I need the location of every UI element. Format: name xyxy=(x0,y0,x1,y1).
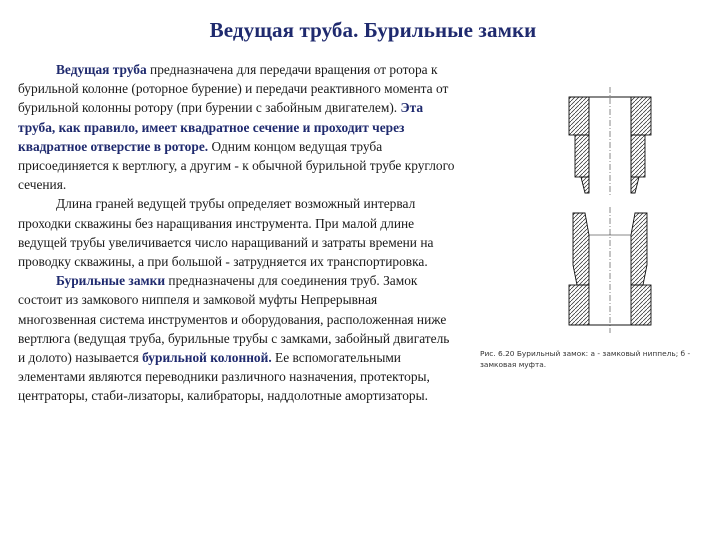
highlight-square-section: Эта труба, как правило, имеет квадратное сечение и проходит через квадратное отверстие в роторе. xyxy=(18,100,424,154)
main-text xyxy=(18,60,458,406)
nipple-drawing xyxy=(569,87,651,197)
term-kelly: Ведущая труба xyxy=(56,62,147,77)
paragraph-joints: Бурильные замки предназначены для соединения труб. Замок состоит из замкового ниппеля и замковой муфты Непрерывная многозвенная система инструментов и оборудования, расположенная ниже вертлюга (ведущая труба, бурильные трубы с замками, забойный двигатель и долото) называется бурильной колонной. Ее вспомогательными элементами являются переводники различного назначения, протекторы, центраторы, стаби-лизаторы, калибраторы, наддолотные амортизаторы. xyxy=(18,273,450,404)
term-tool-joints: Бурильные замки xyxy=(56,273,166,289)
page-title: Ведущая труба. Бурильные замки xyxy=(209,18,537,42)
highlight-drill-string: бурильной колонной. xyxy=(142,350,272,366)
paragraph-length: Длина граней ведущей трубы определяет возможный интервал проходки скважины без наращивания инструмента. При малой длине ведущей трубы увеличивается число наращиваний и затраты времени на проводку скважины, а при большой - затрудняется их транспортировка. xyxy=(18,196,434,270)
paragraph-kelly: Ведущая труба предназначена для передачи вращения от ротора к бурильной колонне (роторное бурение) и передачи реактивного момента от бурильной колонны ротору (при бурении с забойным двигателем). Эта труба, как правило, имеет квадратное сечение и проходит через квадратное отверстие в роторе. Одним концом ведущая труба присоединяется к вертлюгу, а другим - к обычной бурильной трубе круглого сечения. xyxy=(18,62,455,193)
figure-caption: Рис. 6.20 Бурильный замок: а - замковый ниппель; б - замковая муфта. xyxy=(480,349,691,369)
tool-joint-drawing xyxy=(555,85,665,335)
box-drawing xyxy=(569,207,651,333)
